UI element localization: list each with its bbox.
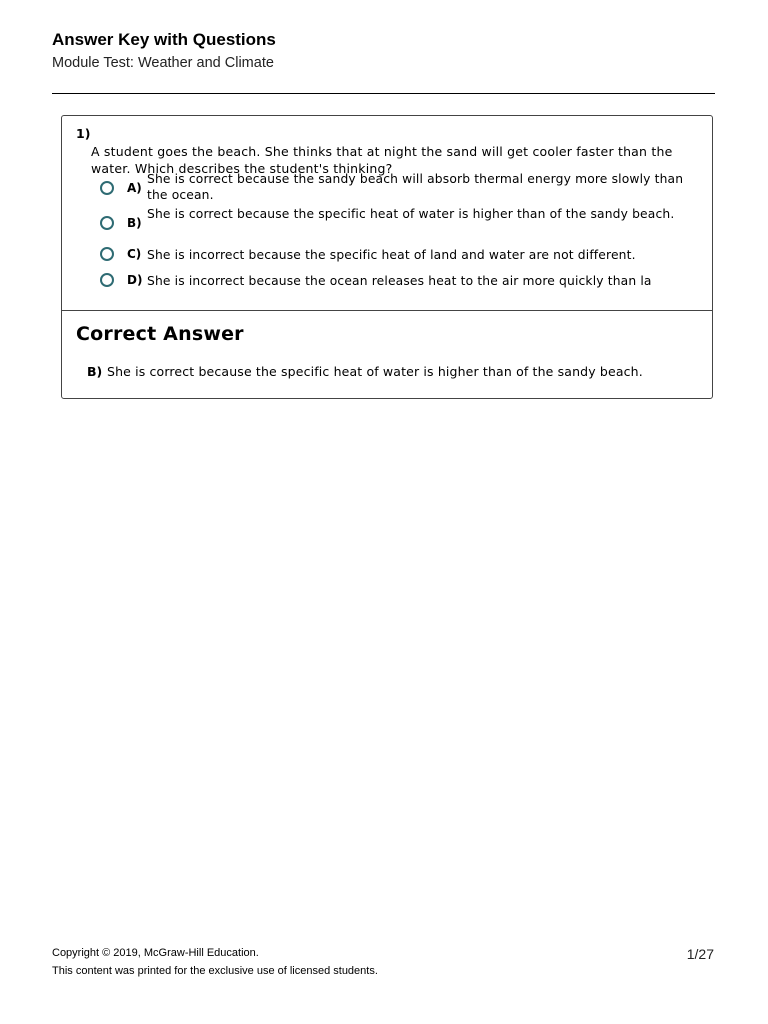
page-title: Answer Key with Questions [52,30,276,49]
footer-notice: This content was printed for the exclusive use of licensed students. [52,965,378,977]
option-text-b: She is correct because the specific heat of water is higher than of the sandy beach. [147,207,675,221]
question-number: 1) [76,126,91,141]
radio-button-b[interactable] [100,216,114,230]
radio-button-d[interactable] [100,273,114,287]
question-text-content: A student goes the beach. She thinks that at night the sand will get cooler faster than the water. Which describes the student's thinking? [91,144,673,176]
option-letter-c: C) [127,247,142,261]
question-block [62,116,712,311]
correct-answer-heading: Correct Answer [76,323,244,345]
page-number: 1/27 [686,946,714,962]
question-card [61,115,713,399]
option-text-d: She is incorrect because the ocean releases heat to the air more quickly than la [147,274,652,288]
question-text [91,126,691,177]
option-letter-b: B) [127,216,142,230]
radio-button-a[interactable] [100,181,114,195]
header-divider [52,93,715,94]
option-text-c: She is incorrect because the specific heat of land and water are not different. [147,248,636,262]
correct-answer-text: She is correct because the specific heat of water is higher than of the sandy beach. [107,364,643,379]
page-subtitle: Module Test: Weather and Climate [52,55,274,71]
option-letter-d: D) [127,273,143,287]
radio-button-c[interactable] [100,247,114,261]
option-text-a: She is correct because the sandy beach will absorb thermal energy more slowly than the ocean. [147,172,684,202]
footer-copyright: Copyright © 2019, McGraw-Hill Education. [52,947,259,959]
correct-answer-letter: B) [87,364,103,379]
option-letter-a: A) [127,181,142,195]
